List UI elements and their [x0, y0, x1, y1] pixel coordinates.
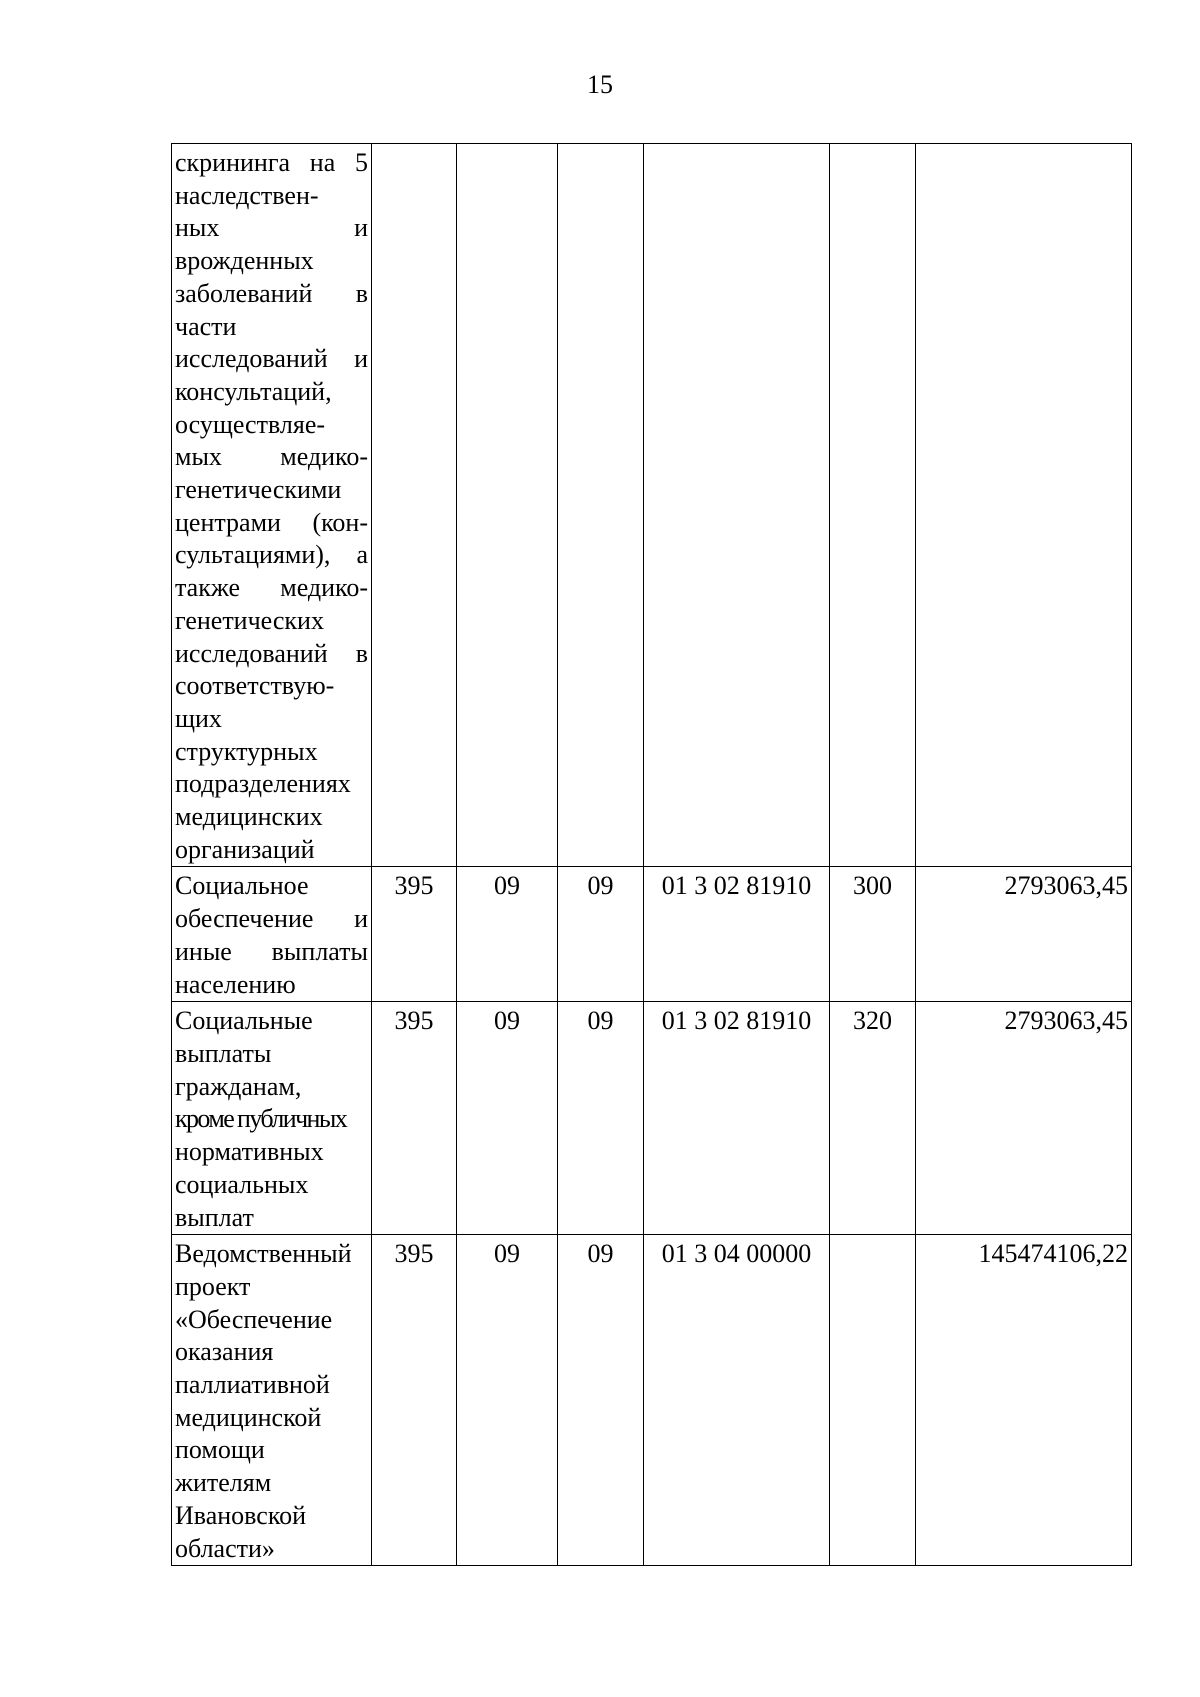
cell-target-article: 01 3 02 81910 — [644, 1002, 830, 1235]
table-row — [172, 867, 1132, 1002]
budget-table — [171, 143, 1132, 1566]
cell-amount: 145474106,22 — [916, 1235, 1132, 1566]
cell-section: 09 — [457, 1235, 558, 1566]
name-line: Ведомственный — [175, 1239, 352, 1269]
name-line: проект — [175, 1271, 251, 1301]
name-line: нормативных — [175, 1137, 324, 1167]
cell-subsection: 09 — [558, 1002, 644, 1235]
cell-target-article: 01 3 04 00000 — [644, 1235, 830, 1566]
name-line: медицинских — [175, 802, 323, 832]
name-line: центрами (кон- — [175, 507, 368, 537]
name-line: врожденных — [175, 246, 314, 276]
name-line: выплаты — [175, 1038, 272, 1068]
name-line: исследований в — [175, 638, 368, 668]
name-line: обеспечение и — [175, 904, 368, 934]
name-line: осуществляе- — [175, 409, 326, 439]
name-line: скрининга на 5 — [175, 148, 368, 177]
name-line: населению — [175, 969, 296, 999]
cell-section — [457, 144, 558, 867]
cell-amount: 2793063,45 — [916, 867, 1132, 1002]
cell-amount — [916, 144, 1132, 867]
name-line: соответствую- — [175, 671, 335, 701]
name-line: гражданам, — [175, 1071, 302, 1101]
cell-ministry-code — [372, 144, 457, 867]
cell-section: 09 — [457, 1002, 558, 1235]
name-line: иные выплаты — [175, 936, 368, 966]
name-line: социальных — [175, 1169, 309, 1199]
cell-subsection — [558, 144, 644, 867]
name-line: «Обеспечение — [175, 1304, 333, 1334]
cell-expense-type: 300 — [830, 867, 916, 1002]
table-row — [172, 1235, 1132, 1566]
name-line: консультаций, — [175, 376, 332, 406]
cell-expense-type — [830, 1235, 916, 1566]
cell-name — [172, 1235, 372, 1566]
cell-expense-type — [830, 144, 916, 867]
name-line: ных и — [175, 213, 368, 243]
cell-section: 09 — [457, 867, 558, 1002]
cell-expense-type: 320 — [830, 1002, 916, 1235]
name-line: щих — [175, 703, 222, 733]
cell-subsection: 09 — [558, 1235, 644, 1566]
name-line: оказания — [175, 1337, 274, 1367]
name-line: заболеваний в — [175, 278, 368, 308]
name-line: наследствен- — [175, 180, 319, 210]
page-number: 15 — [587, 70, 613, 99]
name-line: части — [175, 311, 237, 341]
name-line: медицинской — [175, 1402, 322, 1432]
cell-name — [172, 1002, 372, 1235]
cell-ministry-code: 395 — [372, 867, 457, 1002]
table-row — [172, 1002, 1132, 1235]
name-line: подразделениях — [175, 769, 351, 799]
name-line: мых медико- — [175, 442, 368, 472]
name-line: также медико- — [175, 573, 368, 603]
cell-name — [172, 144, 372, 867]
cell-ministry-code: 395 — [372, 1002, 457, 1235]
table-row — [172, 144, 1132, 867]
name-line: Социальное — [175, 871, 309, 901]
cell-ministry-code: 395 — [372, 1235, 457, 1566]
name-line: генетическими — [175, 475, 342, 505]
name-line: области» — [175, 1533, 275, 1563]
name-line: выплат — [175, 1202, 254, 1232]
name-line: помощи — [175, 1435, 265, 1465]
name-line: жителям — [175, 1468, 272, 1498]
name-line: паллиативной — [175, 1370, 330, 1400]
name-line: структурных — [175, 736, 318, 766]
cell-amount: 2793063,45 — [916, 1002, 1132, 1235]
cell-target-article — [644, 144, 830, 867]
name-line: организаций — [175, 834, 315, 864]
name-line: Ивановской — [175, 1500, 307, 1530]
cell-target-article: 01 3 02 81910 — [644, 867, 830, 1002]
name-line: исследований и — [175, 344, 368, 374]
name-line: сультациями), а — [175, 540, 368, 570]
cell-subsection: 09 — [558, 867, 644, 1002]
name-line: кроме публичных — [175, 1104, 347, 1134]
name-line: генетических — [175, 605, 324, 635]
name-line: Социальные — [175, 1006, 313, 1036]
cell-name — [172, 867, 372, 1002]
